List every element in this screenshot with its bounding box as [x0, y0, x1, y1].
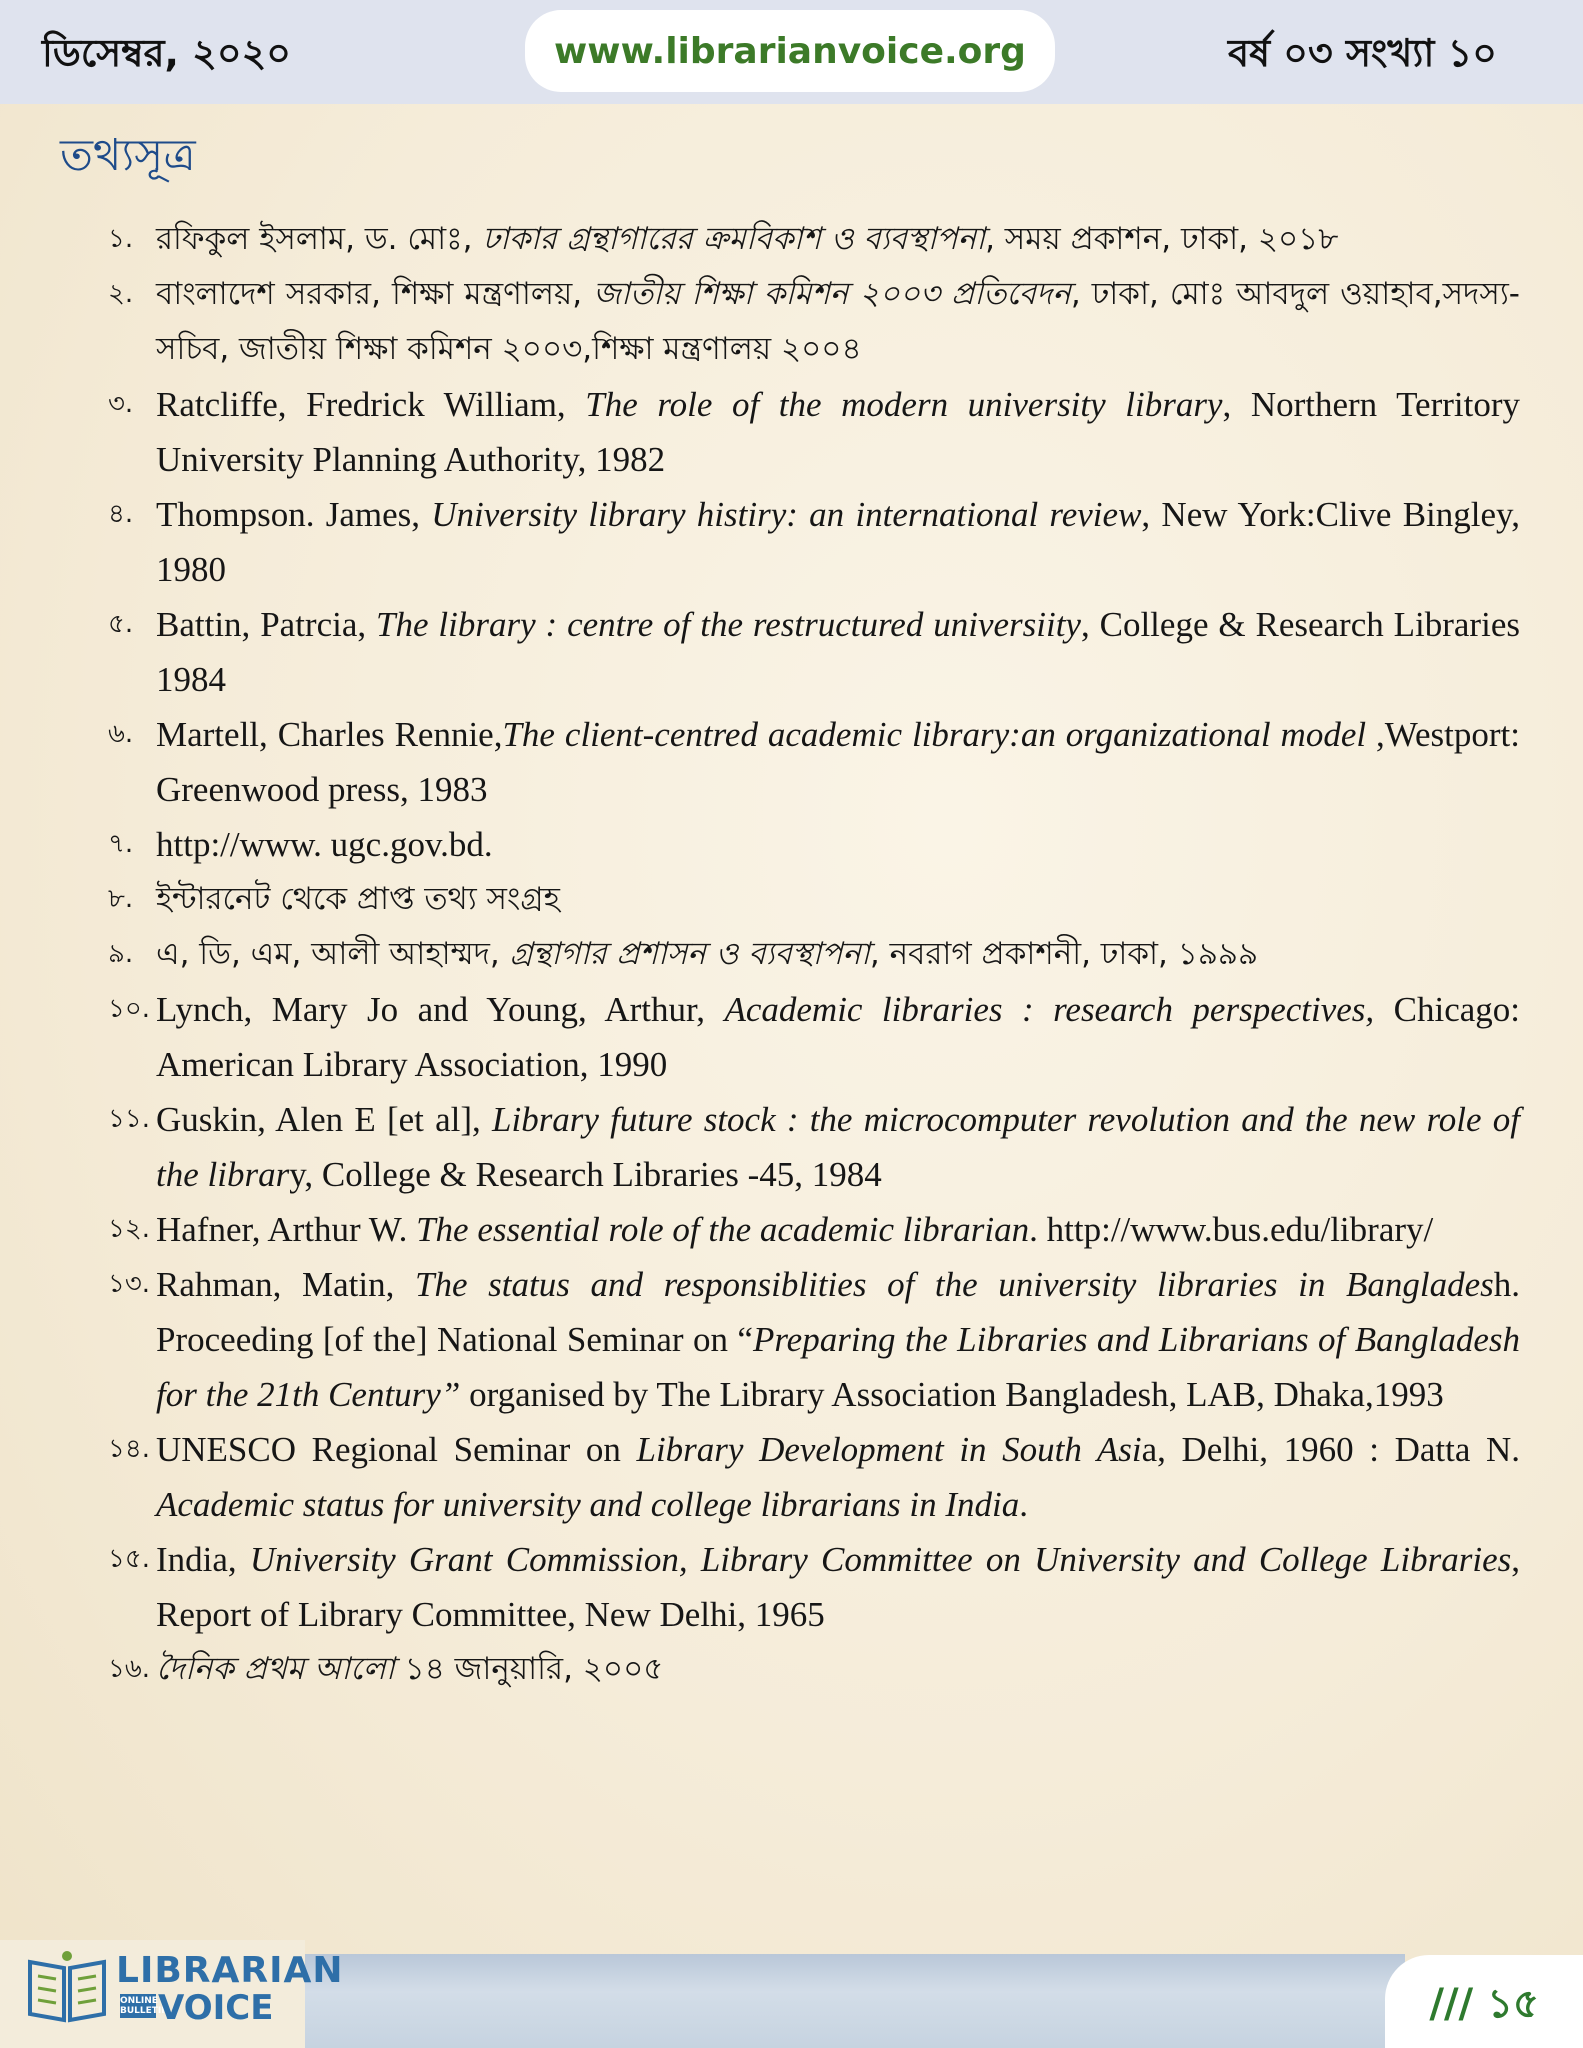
- reference-number: ১২.: [108, 1214, 151, 1244]
- reference-text: [156, 817, 1520, 872]
- reference-title: The role of the modern university library: [585, 385, 1223, 424]
- reference-segment: . http://www.bus.edu/library/: [1029, 1210, 1434, 1249]
- reference-title: গ্রন্থাগার প্রশাসন ও ব্যবস্থাপনা: [509, 936, 870, 972]
- reference-text: [156, 1257, 1520, 1422]
- reference-segment: , ঢাকা, মোঃ আবদুল ওয়াহাব,সদস্য-সচিব, জাতীয় শিক্ষা কমিশন ২০০৩,শিক্ষা মন্ত্রণালয় ২০০৪: [156, 276, 1520, 367]
- open-book-icon: [24, 1948, 110, 2030]
- reference-title: Library Development in South Asi: [636, 1430, 1142, 1469]
- reference-title: The client-centred academic library:an organizational model: [502, 715, 1367, 754]
- reference-title: Library future stock : the microcomputer revolution and the new role of the librar: [156, 1100, 1520, 1194]
- reference-number: ১০.: [108, 994, 151, 1024]
- list-item: [108, 377, 1520, 487]
- reference-title: জাতীয় শিক্ষা কমিশন ২০০৩ প্রতিবেদন: [593, 276, 1071, 312]
- reference-title: University library histiry: an international review: [431, 495, 1142, 534]
- reference-segment: h. Proceeding [of the] National Seminar on “: [156, 1265, 1520, 1359]
- reference-number: ১৬.: [108, 1654, 151, 1684]
- list-item: [108, 1092, 1520, 1202]
- reference-text: [156, 1092, 1520, 1202]
- website-url[interactable]: www.librarianvoice.org: [554, 30, 1026, 72]
- reference-number: ২.: [108, 279, 134, 309]
- reference-text: [156, 377, 1520, 487]
- reference-number: ১.: [108, 224, 134, 254]
- reference-segment: Thompson. James,: [156, 495, 432, 534]
- reference-number: ৮.: [108, 884, 134, 914]
- reference-list: [108, 212, 1520, 1697]
- reference-text: [156, 1422, 1520, 1532]
- reference-text: [156, 707, 1520, 817]
- list-item: [108, 927, 1520, 982]
- list-item: [108, 1642, 1520, 1697]
- reference-segment: organised by The Library Association Bangladesh, LAB, Dhaka,1993: [460, 1375, 1444, 1414]
- reference-title: Academic status for university and college librarians in India: [156, 1485, 1020, 1524]
- list-item: [108, 1257, 1520, 1422]
- logo-text-voice: VOICE: [158, 1988, 274, 2028]
- reference-segment: .: [1019, 1485, 1028, 1524]
- reference-text: [156, 597, 1520, 707]
- list-item: [108, 487, 1520, 597]
- footer-sea-strip: [305, 1954, 1405, 2048]
- list-item: [108, 1422, 1520, 1532]
- reference-segment: a, Delhi, 1960 : Datta N.: [1141, 1430, 1520, 1469]
- reference-title: The library : centre of the restructured universiity: [376, 605, 1081, 644]
- reference-segment: Battin, Patrcia,: [156, 605, 377, 644]
- reference-segment: বাংলাদেশ সরকার, শিক্ষা মন্ত্রণালয়,: [156, 276, 594, 312]
- reference-number: ৫.: [108, 609, 134, 639]
- list-item: [108, 982, 1520, 1092]
- reference-text: [156, 212, 1520, 267]
- reference-text: [156, 982, 1520, 1092]
- reference-segment: এ, ডি, এম, আলী আহাম্মদ,: [156, 936, 510, 972]
- reference-segment: India,: [156, 1540, 250, 1579]
- reference-title: ঢাকার গ্রন্থাগারের ক্রমবিকাশ ও ব্যবস্থাপনা: [482, 221, 986, 257]
- reference-title: Preparing the Libraries and Librarians of Bangladesh for the 21th Century”: [156, 1320, 1520, 1414]
- reference-title: The essential role of the academic librarian: [416, 1210, 1030, 1249]
- reference-segment: , সময় প্রকাশন, ঢাকা, ২০১৮: [985, 221, 1339, 257]
- reference-title: University Grant Commission, Library Committee on University and College Libraries: [249, 1540, 1512, 1579]
- reference-text: [156, 927, 1520, 982]
- reference-segment: , Report of Library Committee, New Delhi, 1965: [156, 1540, 1520, 1634]
- reference-segment: Lynch, Mary Jo and Young, Arthur,: [156, 990, 725, 1029]
- reference-segment: , নবরাগ প্রকাশনী, ঢাকা, ১৯৯৯: [869, 936, 1259, 972]
- reference-title: The status and responsiblities of the university libraries in Banglades: [415, 1265, 1494, 1304]
- website-pill: [525, 10, 1055, 92]
- reference-title: দৈনিক প্রথম আলো: [156, 1651, 395, 1687]
- reference-segment: , Northern Territory University Planning Authority, 1982: [156, 385, 1520, 479]
- reference-text: [156, 1532, 1520, 1642]
- logo-text-online-bulletin: ONLINE BULLETIN: [120, 1996, 169, 2016]
- reference-segment: Rahman, Matin,: [156, 1265, 415, 1304]
- reference-text: [156, 267, 1520, 377]
- list-item: [108, 1532, 1520, 1642]
- page-number: /// ১৫: [1429, 1981, 1539, 2027]
- reference-segment: UNESCO Regional Seminar on: [156, 1430, 637, 1469]
- list-item: [108, 267, 1520, 377]
- reference-title: Academic libraries : research perspectives,: [724, 990, 1375, 1029]
- list-item: [108, 817, 1520, 872]
- list-item: [108, 707, 1520, 817]
- reference-number: ৭.: [108, 829, 134, 859]
- issue-volume: বর্ষ ০৩ সংখ্যা ১০: [1227, 31, 1497, 75]
- list-item: [108, 1202, 1520, 1257]
- reference-text: [156, 487, 1520, 597]
- reference-segment: Chicago: American Library Association, 1990: [156, 990, 1520, 1084]
- reference-segment: Ratcliffe, Fredrick William,: [156, 385, 586, 424]
- reference-number: ৪.: [108, 499, 134, 529]
- reference-segment: ১৪ জানুয়ারি, ২০০৫: [394, 1651, 664, 1687]
- reference-number: ৯.: [108, 939, 134, 969]
- reference-segment: , New York:Clive Bingley, 1980: [156, 495, 1520, 589]
- reference-segment: Martell, Charles Rennie,: [156, 715, 503, 754]
- logo-text-librarian: LIBRARIAN: [116, 1950, 344, 1991]
- reference-text: [156, 872, 1520, 927]
- issue-date: ডিসেম্বর, ২০২০: [42, 31, 291, 75]
- reference-segment: , College & Research Libraries 1984: [156, 605, 1520, 699]
- reference-number: ১১.: [108, 1104, 151, 1134]
- reference-number: ৩.: [108, 389, 134, 419]
- reference-segment: http://www. ugc.gov.bd.: [156, 825, 493, 864]
- reference-number: ১৫.: [108, 1544, 151, 1574]
- reference-text: [156, 1202, 1520, 1257]
- reference-segment: রফিকুল ইসলাম, ড. মোঃ,: [156, 221, 483, 257]
- reference-number: ১৩.: [108, 1269, 151, 1299]
- list-item: [108, 597, 1520, 707]
- reference-segment: y, College & Research Libraries -45, 1984: [289, 1155, 882, 1194]
- reference-segment: ইন্টারনেট থেকে প্রাপ্ত তথ্য সংগ্রহ: [156, 881, 560, 917]
- reference-segment: ,Westport: Greenwood press, 1983: [156, 715, 1521, 809]
- reference-segment: Guskin, Alen E [et al],: [156, 1100, 492, 1139]
- reference-segment: Hafner, Arthur W.: [156, 1210, 417, 1249]
- page-title: তথ্যসূত্র: [60, 130, 196, 181]
- reference-number: ৬.: [108, 719, 134, 749]
- list-item: [108, 872, 1520, 927]
- reference-text: [156, 1642, 1520, 1697]
- reference-number: ১৪.: [108, 1434, 151, 1464]
- list-item: [108, 212, 1520, 267]
